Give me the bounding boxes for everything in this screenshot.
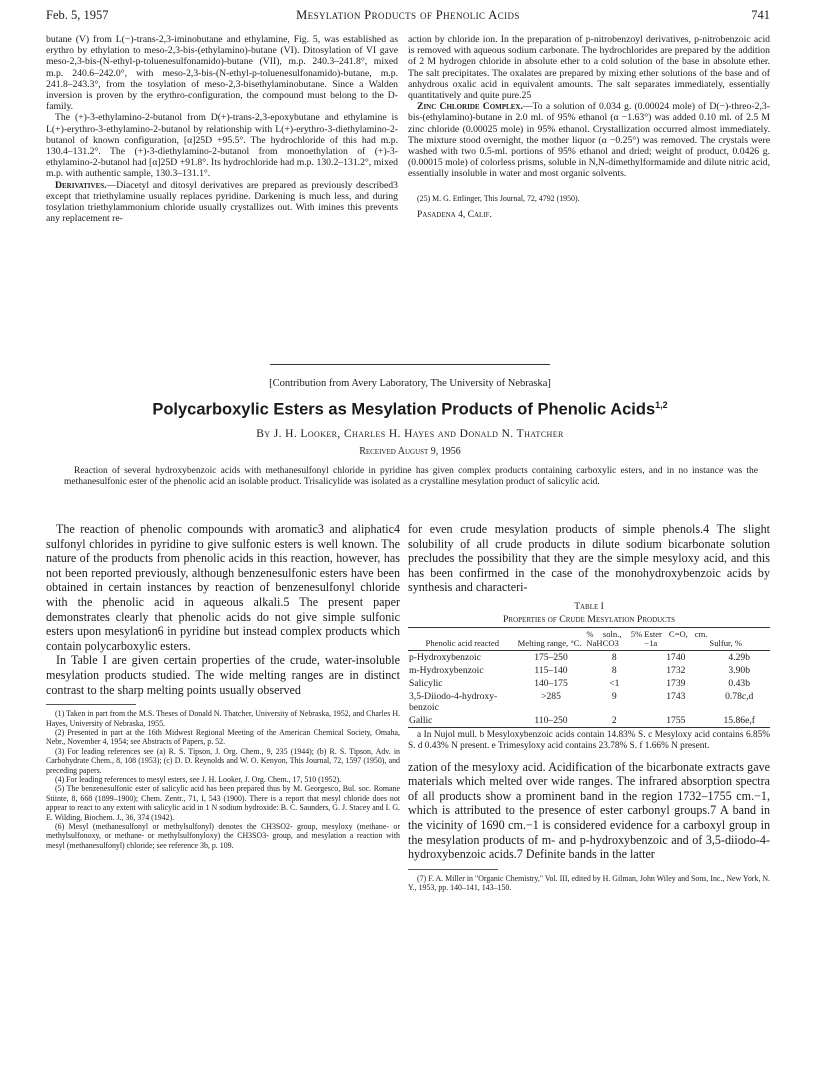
column-header: Ester C=O, cm.−1a bbox=[643, 627, 708, 650]
table-cell: Salicylic bbox=[409, 677, 443, 689]
footnotes bbox=[46, 709, 400, 850]
table-cell: 3.90b bbox=[728, 664, 750, 676]
footnote: (5) The benzenesulfonic ester of salicylic acid has been prepared thus by M. Georgesco, Bul. soc. Romane Stiinte, 8, 668 (1899–1900); Chem. Zentr., 71, I, 543 (1900). There is a report that mesyl chloride does not appear to react to any extent with salicylic acid in 1 N sodium hydroxide: B. C. Saunders, G. J. Stacey and I. G. E. Wilding, Biochem. J., 36, 374 (1942). bbox=[46, 784, 400, 822]
page-number: 741 bbox=[751, 8, 770, 22]
address: Pasadena 4, Calif. bbox=[417, 210, 492, 221]
table-row bbox=[408, 664, 770, 677]
table-cell: 8 bbox=[611, 664, 617, 676]
table-cell: 3,5-Diiodo-4-hydroxy-benzoic bbox=[409, 690, 498, 713]
zinc-paragraph bbox=[408, 101, 770, 179]
section-heading: Zinc Chloride Complex. bbox=[417, 101, 523, 113]
table-cell: p-Hydroxybenzoic bbox=[409, 651, 481, 663]
table-row bbox=[408, 677, 770, 690]
table-notes: a In Nujol mull. b Mesyloxybenzoic acids contain 14.83% S. c Mesyloxy acid contains 6.85% S. d 0.43% N present. e Trimesyloxy acid contains 23.78% S. f 1.66% N present. bbox=[408, 729, 770, 751]
column-header: Sulfur, % bbox=[708, 627, 770, 650]
derivatives-paragraph bbox=[46, 180, 398, 225]
abstract: Reaction of several hydroxybenzoic acids with methanesulfonyl chloride in pyridine has given complex products containing carboxylic esters, and in no instance was the methanesulfonic ester of the phenolic acid an isolable product. Trisalicylide was isolated as a crystalline mesylation product of salicylic acid. bbox=[64, 466, 758, 488]
paragraph: butane (V) from L(−)-trans-2,3-iminobutane and ethylamine, Fig. 5, was established as erythro by ethylation to meso-2,3-bis-(ethylamino)-butane (VI). Ditosylation of VI gave meso-2,3-bis-(N-ethyl-p-toluenesulfonamido)-butane (VII), m.p. 240.3–241.8°, mixed m.p. 240.6–242.0°, with meso-2,3-bis-(N-ethyl-p-toluenesulfonamido)-butane, m.p. 241.8–243.3°, from the tosylation of meso-2,3-bisethylaminobutane. Since a Walden inversion is proven by the erythro-configuration, the compound must belong to the D-family. bbox=[46, 34, 398, 113]
table-cell: 115–140 bbox=[534, 664, 568, 676]
table-caption: Table I bbox=[574, 601, 604, 612]
paragraph: action by chloride ion. In the preparation of p-nitrobenzoyl derivatives, p-nitrobenzoic acid is removed with aqueous sodium carbonate. The hydrochlorides are prepared by the addition of 2 M hydrogen chloride in absolute ether to a cold solution of the base in absolute ether. The salt precipitates. The oxalates are prepared by mixing ether solutions of the base and of anhydrous oxalic acid in equivalent amounts. The salt separates immediately, essentially quantitatively and quite pure.25 bbox=[408, 34, 770, 102]
authors: By J. H. Looker, Charles H. Hayes and Donald N. Thatcher bbox=[256, 428, 564, 440]
paragraph: zation of the mesyloxy acid. Acidification of the bicarbonate extracts gave materials which melted over wide ranges. The infrared absorption spectra of all products show a prominent band in the region 1732–1755 cm.−1, which is attributed to the presence of ester carbonyl groups.7 A band in the vicinity of 1690 cm.−1 is considered evidence for a carboxyl group in the mesylation products of m- and p-hydroxybenzoic and of 3,5-diiodo-4-hydroxybenzoic acids.7 Definite bands in the latter bbox=[408, 759, 770, 862]
table-cell: 15.86e,f bbox=[708, 714, 770, 728]
paragraph-text: —Diacetyl and ditosyl derivatives are prepared as previously described3 except that triethylamine usually replaces pyridine. Darkening is much less, and during tosylation triethylammonium chloride usually crystallizes out. With imines this prevents any replacement re- bbox=[46, 179, 398, 225]
table-cell: 2 bbox=[585, 714, 643, 728]
table-cell: Gallic bbox=[408, 714, 517, 728]
section-heading: Derivatives. bbox=[55, 179, 107, 191]
header-title: Mesylation Products of Phenolic Acids bbox=[296, 8, 520, 22]
contribution-line: [Contribution from Avery Laboratory, The University of Nebraska] bbox=[269, 378, 551, 389]
title-footnote-marker: 1,2 bbox=[655, 400, 668, 410]
table-cell: 0.43b bbox=[728, 677, 750, 689]
table-header-row bbox=[408, 627, 770, 650]
paragraph: The reaction of phenolic compounds with aromatic3 and aliphatic4 sulfonyl chlorides in pyridine to give sulfonic esters is well known. The nature of the products from phenolic acids in this reaction, however, has not been reported previously, although benzenesulfonic esters have been obtained in certain instances by reaction of benzenesulfonyl chloride with the phenolic acid in aqueous alkali.5 The present paper demonstrates clearly that phenolic acids do not give simple sulfonic esters upon mesylation6 in pyridine but instead complex products which contain polycarboxylic esters. bbox=[46, 522, 400, 653]
footnote: (25) M. G. Ettlinger, This Journal, 72, 4792 (1950). bbox=[417, 193, 580, 203]
table-title: Properties of Crude Mesylation Products bbox=[502, 613, 676, 625]
running-header bbox=[46, 8, 770, 24]
table-block bbox=[408, 602, 770, 752]
footnote: (2) Presented in part at the 16th Midwest Regional Meeting of the American Chemical Society, Omaha, Nebr., November 4, 1954; see Abstracts of Papers, p. 52. bbox=[46, 727, 400, 747]
table-cell: 8 bbox=[611, 651, 617, 663]
section-divider bbox=[270, 364, 550, 365]
table-cell: 1739 bbox=[666, 677, 686, 689]
footnote-rule bbox=[408, 869, 498, 870]
body-left-column bbox=[46, 522, 400, 850]
title-text: Polycarboxylic Esters as Mesylation Products of Phenolic Acids bbox=[152, 400, 656, 419]
column-header: Melting range, °C. bbox=[517, 627, 586, 650]
body-right-column bbox=[408, 522, 770, 893]
table-row bbox=[408, 714, 770, 728]
top-right-column bbox=[408, 34, 770, 221]
table-cell: <1 bbox=[609, 677, 620, 689]
paragraph-text: —To a solution of 0.034 g. (0.00024 mole) of D(−)-threo-2,3-bis-(ethylamino)-butane in 2.0 ml. of 95% ethanol (α −1.63°) was added 0.10 ml. of 2.5 M zinc chloride (0.00025 mole) in 95% ethanol. Crystallization occurred almost immediately. The mixture stood overnight, the mother liquor (α −0.25°) was removed. The crystals were washed with two 0.5-ml. portions of 95% ethanol and dried; weight of product, 0.0426 g. (0.00015 mole) of colorless prisms, soluble in N,N-dimethylformamide and dilute nitric acid, essentially insoluble in water and most organic solvents. bbox=[408, 101, 770, 180]
footnote: (1) Taken in part from the M.S. Theses of Donald N. Thatcher, University of Nebraska, 1952, and Charles H. Hayes, University of Nebraska, 1955. bbox=[46, 709, 400, 728]
footnote: (6) Mesyl (methanesulfonyl or methylsulfonyl) denotes the CH3SO2- group, mesyloxy (methane- or methylsulfonoxy, or methane- or methylsulfonyloxy) the CH3SO3- group, and mesylation a reaction with mesyl (methanesulfonyl) chloride; see reference 3b, p. 109. bbox=[46, 822, 400, 850]
column-header: % soln., 5% NaHCO3 bbox=[585, 627, 643, 650]
footnote-rule bbox=[46, 704, 136, 705]
column-header: Phenolic acid reacted bbox=[408, 627, 517, 650]
top-left-column bbox=[46, 34, 398, 224]
header-date: Feb. 5, 1957 bbox=[46, 8, 109, 22]
table-cell: 1732 bbox=[666, 664, 686, 676]
footnote: (3) For leading references see (a) R. S. Tipson, J. Org. Chem., 9, 235 (1944); (b) R. S. Tipson, Adv. in Carbohydrate Chem., 8, 108 (1953); (c) D. D. Reynolds and W. O. Kenyon, This Journal, 72, 1597 (1950), and preceding papers. bbox=[46, 746, 400, 775]
table-cell: >285 bbox=[541, 690, 561, 702]
table-row bbox=[408, 690, 770, 714]
paragraph: In Table I are given certain properties of the crude, water-insoluble mesylation products studied. The wide melting ranges are in distinct contrast to the sharp melting points usually observed bbox=[46, 653, 400, 697]
properties-table bbox=[408, 627, 770, 728]
footnote: (4) For leading references to mesyl esters, see J. H. Looker, J. Org. Chem., 17, 510 (1952). bbox=[55, 774, 342, 784]
received-date: Received August 9, 1956 bbox=[359, 446, 461, 457]
paragraph: for even crude mesylation products of simple phenols.4 The slight solubility of all crude products in dilute sodium bicarbonate solution precludes the possibility that they are the simple mesyloxy acid, and this has been confirmed in the case of the monohydroxybenzoic acids by synthesis and characteri- bbox=[408, 522, 770, 595]
paragraph: The (+)-3-ethylamino-2-butanol from D(+)-trans-2,3-epoxybutane and ethylamine is L(+)-erythro-3-ethylamino-2-butanol by relationship with L(+)-erythro-3-diethylamino-2-butanol of known configuration, [α]25D +95.5°. The hydrochloride of this had m.p. 130.4–131.2°. The (+)-3-diethylamino-2-butanol from monoethylation of (+)-3-ethylamino-2-butanol had [α]25D +91.8°. Its hydrochloride had m.p. 130.2–131.2°, mixed m.p. with authentic sample, 130.3–131.1°. bbox=[46, 112, 398, 180]
article-title bbox=[0, 400, 820, 420]
table-cell: m-Hydroxybenzoic bbox=[409, 664, 484, 676]
footnote: (7) F. A. Miller in "Organic Chemistry," Vol. III, edited by H. Gilman, John Wiley and Sons, Inc., New York, N. Y., 1953, pp. 140–141, 143–150. bbox=[408, 873, 770, 893]
table-cell: 1755 bbox=[643, 714, 708, 728]
table-cell: 1743 bbox=[666, 690, 686, 702]
table-cell: 9 bbox=[611, 690, 617, 702]
table-row bbox=[408, 650, 770, 664]
table-cell: 4.29b bbox=[728, 651, 750, 663]
table-cell: 1740 bbox=[666, 651, 686, 663]
table-cell: 110–250 bbox=[517, 714, 586, 728]
table-cell: 175–250 bbox=[534, 651, 568, 663]
table-cell: 0.78c,d bbox=[725, 690, 754, 702]
table-cell: 140–175 bbox=[534, 677, 568, 689]
